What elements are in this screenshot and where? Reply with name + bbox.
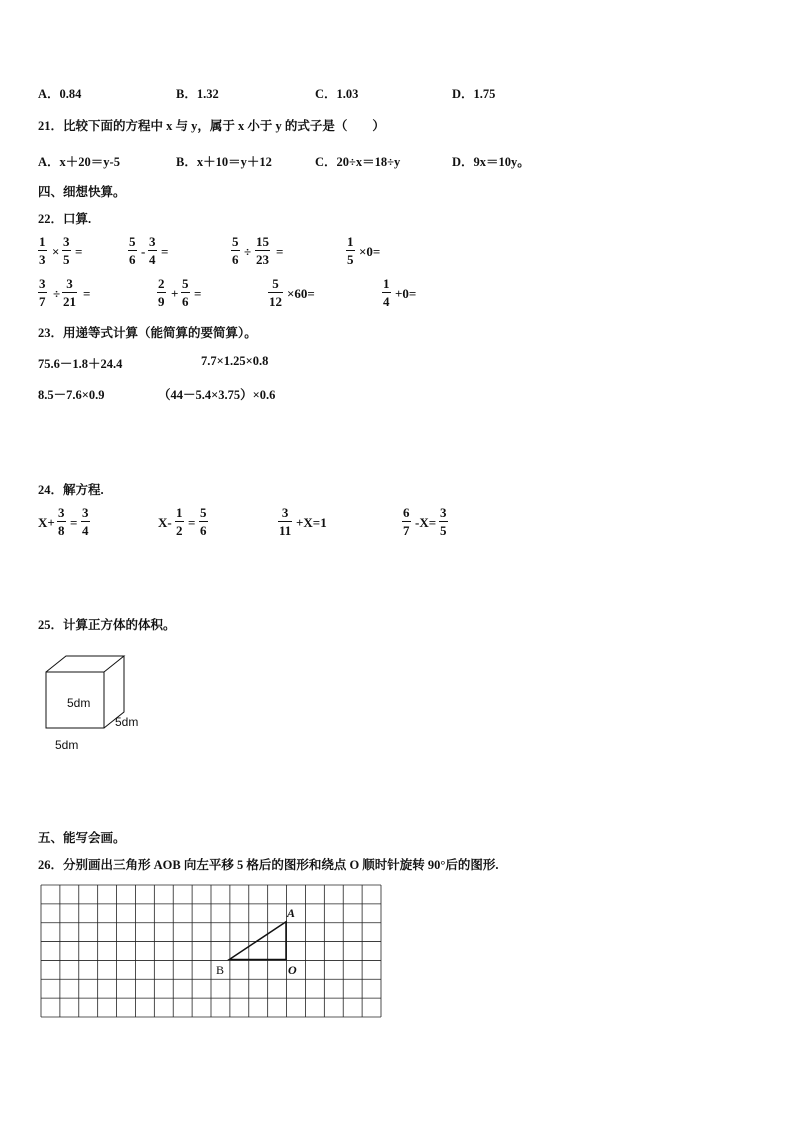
denominator: 8 <box>58 523 65 538</box>
section-5-heading: 五、能写会画。 <box>38 831 126 845</box>
denominator: 4 <box>149 252 156 267</box>
numerator: 5 <box>182 276 189 291</box>
numerator: 1 <box>39 234 46 249</box>
numerator: 3 <box>63 234 70 249</box>
q22-r1-e3-operator: ÷ <box>244 244 252 259</box>
numerator: 5 <box>272 276 279 291</box>
q23-expression-4: （44－5.4×3.75）×0.6 <box>158 388 276 402</box>
denominator: 23 <box>256 252 269 267</box>
section-4-heading: 四、细想快算。 <box>38 185 126 199</box>
q22-r1-e3-frac-a <box>231 235 240 266</box>
cube-top-face <box>46 656 124 672</box>
q22-r2-e1-operator: ÷ <box>53 286 61 301</box>
q23-title: 23．用递等式计算（能简算的要简算）。 <box>38 326 257 340</box>
q20-option-a: A．0.84 <box>38 87 82 101</box>
q22-r2-e2-equals: = <box>194 286 202 301</box>
q25-title: 25．计算正方体的体积。 <box>38 618 176 632</box>
denominator: 6 <box>200 523 207 538</box>
q24-e1-equals: = <box>70 515 78 530</box>
q22-r2-e2-frac-b <box>181 277 190 308</box>
cube-side-label: 5dm <box>115 715 139 729</box>
triangle-aob <box>229 922 286 960</box>
label-b: B <box>216 963 225 977</box>
denominator: 3 <box>39 252 46 267</box>
q22-r1-e1-frac-b <box>62 235 71 266</box>
q23-expression-1: 75.6－1.8＋24.4 <box>38 357 123 371</box>
numerator: 5 <box>129 234 136 249</box>
q21-option-b: B．x＋10＝y＋12 <box>176 155 272 169</box>
numerator: 6 <box>403 505 410 520</box>
numerator: 3 <box>58 505 65 520</box>
numerator: 2 <box>158 276 165 291</box>
q24-e4-frac-b <box>439 506 448 537</box>
q24-title: 24．解方程. <box>38 483 104 497</box>
q21-option-d: D．9x＝10y。 <box>452 155 530 169</box>
numerator: 3 <box>440 505 447 520</box>
numerator: 3 <box>66 276 73 291</box>
numerator: 1 <box>347 234 354 249</box>
q26-title: 26．分别画出三角形 AOB 向左平移 5 格后的图形和绕点 O 顺时针旋转 90°后的图形. <box>38 858 499 872</box>
numerator: 5 <box>232 234 239 249</box>
denominator: 5 <box>63 252 70 267</box>
denominator: 21 <box>63 294 76 309</box>
numerator: 5 <box>200 505 207 520</box>
q21-question: 21．比较下面的方程中 x 与 y，属于 x 小于 y 的式子是（ ） <box>38 119 385 133</box>
cube-bottom-label: 5dm <box>55 738 79 752</box>
q22-r1-e1-frac-a <box>38 235 47 266</box>
denominator: 4 <box>383 294 390 309</box>
denominator: 11 <box>279 523 292 538</box>
label-o: O <box>288 963 297 977</box>
numerator: 15 <box>256 234 269 249</box>
q21-option-a: A．x＋20＝y-5 <box>38 155 120 169</box>
q24-e2-prefix: X- <box>158 515 172 530</box>
q24-e4-frac-a <box>402 506 411 537</box>
denominator: 7 <box>403 523 410 538</box>
denominator: 9 <box>158 294 165 309</box>
q21-option-c: C．20÷x＝18÷y <box>315 155 401 169</box>
q24-e2-frac-b <box>199 506 208 537</box>
q24-e2-equals: = <box>188 515 196 530</box>
q22-r2-e3-frac-a <box>268 277 283 308</box>
q23-expression-3: 8.5－7.6×0.9 <box>38 388 105 402</box>
q22-r1-e4-tail: ×0= <box>359 244 381 259</box>
q22-r1-e4-frac-a <box>346 235 355 266</box>
numerator: 3 <box>281 505 289 520</box>
q20-option-b: B．1.32 <box>176 87 219 101</box>
denominator: 5 <box>440 523 447 538</box>
q24-e1-frac-a <box>57 506 66 537</box>
numerator: 3 <box>82 505 89 520</box>
q24-e3-frac-a <box>278 506 292 537</box>
q22-r2-e1-frac-a <box>38 277 47 308</box>
q24-e2-frac-a <box>175 506 184 537</box>
q22-r2-e1-frac-b <box>62 277 77 308</box>
numerator: 1 <box>383 276 390 291</box>
denominator: 6 <box>129 252 136 267</box>
numerator: 3 <box>39 276 46 291</box>
denominator: 6 <box>182 294 189 309</box>
q22-r1-e3-equals: = <box>276 244 284 259</box>
q22-r2-e4-frac-a <box>382 277 391 308</box>
q22-title: 22．口算. <box>38 212 92 226</box>
q22-r2-e2-operator: + <box>171 286 179 301</box>
numerator: 1 <box>176 505 183 520</box>
denominator: 7 <box>39 294 46 309</box>
q22-r2-e4-tail: +0= <box>395 286 417 301</box>
denominator: 2 <box>176 523 183 538</box>
cube-front-label: 5dm <box>67 696 91 710</box>
denominator: 5 <box>347 252 354 267</box>
q22-r1-e1-equals: = <box>75 244 83 259</box>
denominator: 12 <box>269 294 282 309</box>
denominator: 4 <box>82 523 89 538</box>
q20-option-c: C．1.03 <box>315 87 359 101</box>
q22-r1-e3-frac-b <box>255 235 270 266</box>
q22-r2-e3-tail: ×60= <box>287 286 315 301</box>
q22-r1-e2-frac-b <box>148 235 157 266</box>
q22-r1-e2-frac-a <box>128 235 137 266</box>
denominator: 6 <box>232 252 239 267</box>
q24-e1-prefix: X+ <box>38 515 55 530</box>
q22-r2-e2-frac-a <box>157 277 166 308</box>
numerator: 3 <box>149 234 156 249</box>
q20-option-d: D．1.75 <box>452 87 496 101</box>
q22-r1-e1-operator: × <box>52 244 60 259</box>
q24-e4-operator: -X= <box>415 515 437 530</box>
q22-r1-e2-equals: = <box>161 244 169 259</box>
q24-e1-frac-b <box>81 506 90 537</box>
label-a: A <box>287 906 296 920</box>
grid-figure <box>40 884 382 1018</box>
q22-r1-e2-operator: - <box>141 244 146 259</box>
q24-e3-tail: +X=1 <box>296 515 327 530</box>
q23-expression-2: 7.7×1.25×0.8 <box>201 354 269 368</box>
q22-r2-e1-equals: = <box>83 286 91 301</box>
